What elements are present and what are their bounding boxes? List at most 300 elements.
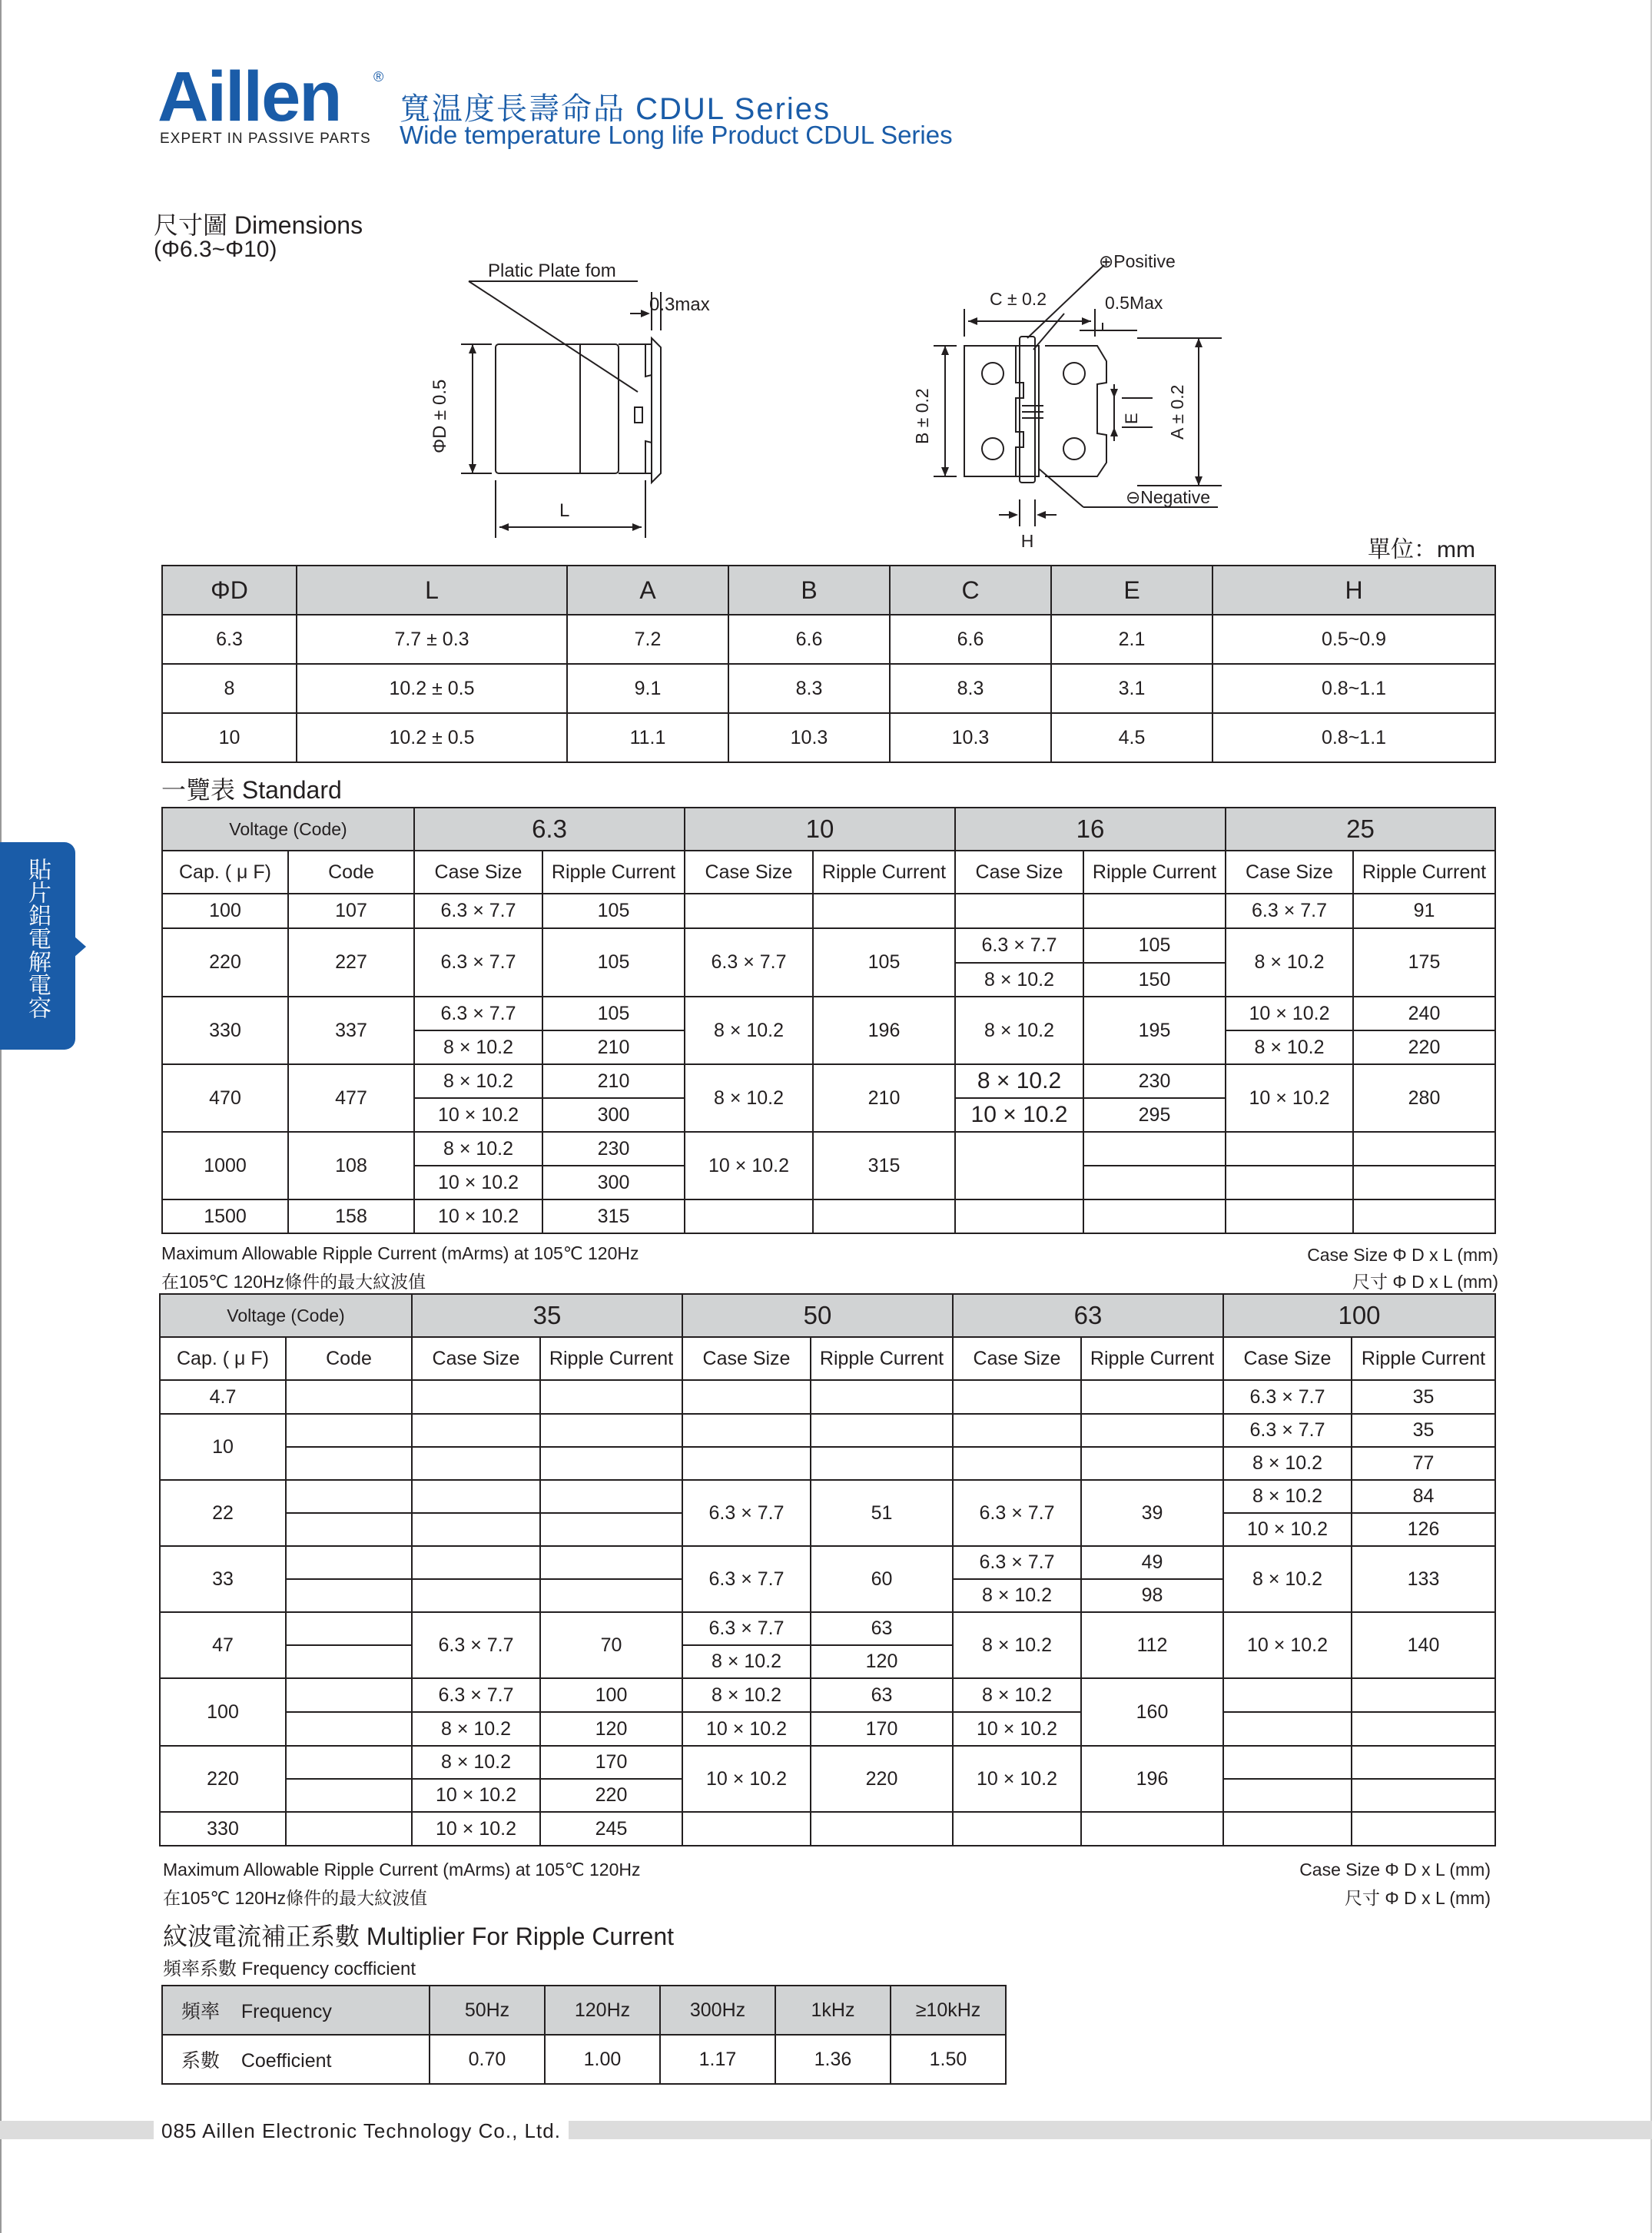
cell: 1000 bbox=[162, 1132, 288, 1199]
cell bbox=[1352, 1746, 1495, 1779]
cell bbox=[1352, 1678, 1495, 1712]
table-row bbox=[162, 713, 1495, 762]
cell: 105 bbox=[542, 928, 685, 997]
cell bbox=[1223, 1746, 1352, 1779]
cell: 6.3 × 7.7 bbox=[412, 1678, 540, 1712]
cell: 240 bbox=[1353, 997, 1495, 1030]
cell bbox=[1081, 1380, 1223, 1414]
table-row bbox=[160, 1546, 1495, 1579]
cell: 10 × 10.2 bbox=[1226, 1064, 1353, 1132]
cell: 330 bbox=[162, 997, 288, 1064]
cell: 9.1 bbox=[567, 664, 728, 713]
cell: 315 bbox=[542, 1199, 685, 1233]
cell: 0.8~1.1 bbox=[1212, 713, 1495, 762]
cell: 107 bbox=[288, 894, 414, 928]
cell: 2.1 bbox=[1051, 615, 1212, 664]
cell: 210 bbox=[542, 1064, 685, 1098]
cell bbox=[1081, 1812, 1223, 1846]
cell: 6.3 × 7.7 bbox=[1223, 1414, 1352, 1447]
voltage-label: Voltage (Code) bbox=[162, 808, 414, 851]
ripple-header: Ripple Current bbox=[542, 851, 685, 894]
cell: 230 bbox=[1083, 1064, 1226, 1098]
cell: 8 × 10.2 bbox=[414, 1132, 542, 1166]
cell bbox=[412, 1513, 540, 1546]
cell: 8 × 10.2 bbox=[1223, 1480, 1352, 1513]
cell bbox=[1353, 1199, 1495, 1233]
cell: 10 × 10.2 bbox=[955, 1098, 1083, 1132]
cell: 10.2 ± 0.5 bbox=[297, 713, 567, 762]
cell: 8 × 10.2 bbox=[1223, 1546, 1352, 1612]
cell bbox=[412, 1546, 540, 1579]
cell: 6.3 bbox=[162, 615, 297, 664]
voltage-row bbox=[160, 1294, 1495, 1337]
cell: 8.3 bbox=[728, 664, 890, 713]
cell: 315 bbox=[813, 1132, 955, 1199]
table-row bbox=[160, 1712, 1495, 1746]
cell bbox=[811, 1414, 953, 1447]
dim-header-phid: ΦD bbox=[162, 566, 297, 615]
cell bbox=[540, 1447, 682, 1480]
coefficient-row bbox=[162, 2035, 1006, 2084]
cell: 6.3 × 7.7 bbox=[953, 1546, 1081, 1579]
case-header: Case Size bbox=[1226, 851, 1353, 894]
phi-d-label: ΦD ± 0.5 bbox=[430, 379, 450, 453]
cell: 170 bbox=[540, 1746, 682, 1779]
cell: 1.36 bbox=[775, 2035, 891, 2084]
cell: 10 bbox=[160, 1414, 286, 1480]
table-row bbox=[160, 1612, 1495, 1645]
e-label: E bbox=[1122, 413, 1141, 424]
c-label: C ± 0.2 bbox=[990, 289, 1047, 309]
cell: 8.3 bbox=[890, 664, 1051, 713]
frequency-label-cn: 頻率 bbox=[181, 2001, 221, 2022]
cell: 3.1 bbox=[1051, 664, 1212, 713]
page-edge-left bbox=[0, 0, 2, 2233]
voltage-row bbox=[162, 808, 1495, 851]
frequency-label bbox=[162, 1986, 430, 2035]
cell: 196 bbox=[1081, 1746, 1223, 1812]
cell bbox=[412, 1447, 540, 1480]
table-row bbox=[162, 928, 1495, 963]
cell: 6.6 bbox=[728, 615, 890, 664]
table-row bbox=[160, 1480, 1495, 1513]
cell bbox=[955, 1132, 1083, 1199]
cell: 6.3 × 7.7 bbox=[414, 928, 542, 997]
cell: 8 × 10.2 bbox=[1226, 1030, 1353, 1064]
cell: 6.3 × 7.7 bbox=[414, 894, 542, 928]
cell bbox=[286, 1746, 412, 1779]
table-row bbox=[160, 1746, 1495, 1779]
cell bbox=[1083, 1166, 1226, 1199]
cell: 10.3 bbox=[728, 713, 890, 762]
cap-header: Cap. ( μ F) bbox=[160, 1337, 286, 1380]
voltage-63: 63 bbox=[953, 1294, 1223, 1337]
cell bbox=[1226, 1166, 1353, 1199]
b-label: B ± 0.2 bbox=[912, 388, 932, 444]
cell: 100 bbox=[540, 1678, 682, 1712]
side-tab-label: 貼片鋁電解電容 bbox=[25, 858, 50, 1019]
cell bbox=[286, 1712, 412, 1746]
table-row bbox=[160, 1380, 1495, 1414]
cell: 10 × 10.2 bbox=[682, 1746, 811, 1812]
cell bbox=[540, 1579, 682, 1612]
cell: 63 bbox=[811, 1612, 953, 1645]
page-title-cn: 寬温度長壽命品 CDUL Series bbox=[400, 92, 831, 126]
cell: 280 bbox=[1353, 1064, 1495, 1132]
cell: 160 bbox=[1081, 1678, 1223, 1746]
cell: 63 bbox=[811, 1678, 953, 1712]
cell: 100 bbox=[160, 1678, 286, 1746]
cell: 158 bbox=[288, 1199, 414, 1233]
cell: 220 bbox=[1353, 1030, 1495, 1064]
cell bbox=[682, 1414, 811, 1447]
dimension-drawing bbox=[415, 246, 1245, 553]
cell: 10.2 ± 0.5 bbox=[297, 664, 567, 713]
cell bbox=[540, 1513, 682, 1546]
cell: 10 × 10.2 bbox=[953, 1712, 1081, 1746]
cell: 220 bbox=[162, 928, 288, 997]
cell bbox=[1083, 1132, 1226, 1166]
dim-header-c: C bbox=[890, 566, 1051, 615]
dimensions-header-row bbox=[162, 566, 1495, 615]
cell: 7.2 bbox=[567, 615, 728, 664]
cell: 8 × 10.2 bbox=[955, 963, 1083, 997]
case-header: Case Size bbox=[414, 851, 542, 894]
cell: 220 bbox=[160, 1746, 286, 1812]
cell: 6.3 × 7.7 bbox=[414, 997, 542, 1030]
cell bbox=[1223, 1812, 1352, 1846]
cell: 230 bbox=[542, 1132, 685, 1166]
ripple-note-en: Maximum Allowable Ripple Current (mArms) at 105℃ 120Hz bbox=[163, 1860, 641, 1880]
column-header-row bbox=[160, 1337, 1495, 1380]
case-size-note-en: Case Size Φ D x L (mm) bbox=[1299, 1860, 1491, 1880]
max03-label: 0.3max bbox=[649, 294, 710, 315]
table-row bbox=[162, 894, 1495, 928]
cell: 8 × 10.2 bbox=[412, 1712, 540, 1746]
cell bbox=[682, 1447, 811, 1480]
cell: 49 bbox=[1081, 1546, 1223, 1579]
case-size-note-cn: 尺寸 Φ D x L (mm) bbox=[1345, 1888, 1491, 1908]
standard-title: 一覽表 Standard bbox=[161, 776, 342, 804]
cell: 35 bbox=[1352, 1380, 1495, 1414]
cell: 6.3 × 7.7 bbox=[685, 928, 813, 997]
cell: 300 bbox=[542, 1098, 685, 1132]
cell: 105 bbox=[542, 894, 685, 928]
cell: 10 × 10.2 bbox=[1223, 1612, 1352, 1678]
cell: 77 bbox=[1352, 1447, 1495, 1480]
cell bbox=[286, 1414, 412, 1447]
cell: 10 bbox=[162, 713, 297, 762]
dimensions-table bbox=[161, 565, 1496, 763]
case-header: Case Size bbox=[955, 851, 1083, 894]
voltage-10: 10 bbox=[685, 808, 955, 851]
cell: 300Hz bbox=[660, 1986, 775, 2035]
cap-header: Cap. ( μ F) bbox=[162, 851, 288, 894]
registered-mark: ® bbox=[373, 69, 384, 85]
cell: 477 bbox=[288, 1064, 414, 1132]
cell bbox=[412, 1579, 540, 1612]
voltage-label: Voltage (Code) bbox=[160, 1294, 412, 1337]
cell: 22 bbox=[160, 1480, 286, 1546]
table-row bbox=[162, 615, 1495, 664]
cell bbox=[955, 1199, 1083, 1233]
side-tab-arrow-icon bbox=[74, 936, 86, 957]
voltage-25: 25 bbox=[1226, 808, 1495, 851]
case-header: Case Size bbox=[685, 851, 813, 894]
max05-label: 0.5Max bbox=[1105, 293, 1163, 313]
cell: 6.6 bbox=[890, 615, 1051, 664]
cell: 140 bbox=[1352, 1612, 1495, 1678]
cell: 8 × 10.2 bbox=[1226, 928, 1353, 997]
cell: 1kHz bbox=[775, 1986, 891, 2035]
cell: 105 bbox=[813, 928, 955, 997]
brand-logo: Aillen bbox=[158, 58, 341, 136]
cell: 98 bbox=[1081, 1579, 1223, 1612]
cell: 10.3 bbox=[890, 713, 1051, 762]
cell: 470 bbox=[162, 1064, 288, 1132]
cell bbox=[412, 1380, 540, 1414]
cell: 8 × 10.2 bbox=[685, 997, 813, 1064]
cell: 295 bbox=[1083, 1098, 1226, 1132]
cell: 10 × 10.2 bbox=[685, 1132, 813, 1199]
cell bbox=[1083, 894, 1226, 928]
standard-table-1 bbox=[161, 807, 1496, 1234]
cell: 8 × 10.2 bbox=[682, 1645, 811, 1678]
cell: 6.3 × 7.7 bbox=[412, 1612, 540, 1678]
cell: 0.5~0.9 bbox=[1212, 615, 1495, 664]
negative-label: ⊖Negative bbox=[1126, 487, 1211, 507]
cell: 1.00 bbox=[545, 2035, 660, 2084]
multiplier-title: 紋波電流補正系數 Multiplier For Ripple Current bbox=[163, 1923, 675, 1950]
cell bbox=[811, 1812, 953, 1846]
cell: 150 bbox=[1083, 963, 1226, 997]
cell bbox=[682, 1380, 811, 1414]
code-header: Code bbox=[286, 1337, 412, 1380]
cell bbox=[286, 1380, 412, 1414]
cell: 60 bbox=[811, 1546, 953, 1612]
cell: 8 × 10.2 bbox=[1223, 1447, 1352, 1480]
page-title-en: Wide temperature Long life Product CDUL Series bbox=[400, 121, 953, 149]
case-size-note-en: Case Size Φ D x L (mm) bbox=[1307, 1245, 1498, 1265]
cell: 8 × 10.2 bbox=[682, 1678, 811, 1712]
cell bbox=[953, 1812, 1081, 1846]
dim-header-h: H bbox=[1212, 566, 1495, 615]
cell: 227 bbox=[288, 928, 414, 997]
ripple-note-cn: 在105℃ 120Hz條件的最大紋波值 bbox=[163, 1888, 428, 1908]
table-row bbox=[160, 1414, 1495, 1447]
table-row bbox=[162, 1199, 1495, 1233]
brand-tagline: EXPERT IN PASSIVE PARTS bbox=[160, 131, 371, 147]
cell: 7.7 ± 0.3 bbox=[297, 615, 567, 664]
ripple-header: Ripple Current bbox=[1081, 1337, 1223, 1380]
cell bbox=[286, 1812, 412, 1846]
cell: 10 × 10.2 bbox=[412, 1779, 540, 1812]
table-row bbox=[160, 1447, 1495, 1480]
cell bbox=[286, 1546, 412, 1579]
cell bbox=[286, 1480, 412, 1513]
cell bbox=[1353, 1166, 1495, 1199]
voltage-35: 35 bbox=[412, 1294, 682, 1337]
cell bbox=[540, 1480, 682, 1513]
cell: 8 × 10.2 bbox=[953, 1612, 1081, 1678]
ripple-header: Ripple Current bbox=[540, 1337, 682, 1380]
cell: ≥10kHz bbox=[891, 1986, 1006, 2035]
multiplier-subtitle: 頻率系數 Frequency cocfficient bbox=[163, 1959, 416, 1979]
case-size-note-cn: 尺寸 Φ D x L (mm) bbox=[1352, 1272, 1498, 1292]
cell: 8 × 10.2 bbox=[412, 1746, 540, 1779]
coefficient-label-cn: 系數 bbox=[181, 2050, 221, 2072]
code-header: Code bbox=[288, 851, 414, 894]
cell bbox=[286, 1612, 412, 1645]
cell: 133 bbox=[1352, 1546, 1495, 1612]
cell: 6.3 × 7.7 bbox=[953, 1480, 1081, 1546]
coefficient-label-en: Coefficient bbox=[241, 2050, 332, 2072]
cell: 10 × 10.2 bbox=[414, 1199, 542, 1233]
cell bbox=[286, 1447, 412, 1480]
cell: 220 bbox=[811, 1746, 953, 1812]
cell bbox=[953, 1380, 1081, 1414]
cell: 10 × 10.2 bbox=[953, 1746, 1081, 1812]
unit-label: 單位：mm bbox=[1368, 537, 1475, 562]
voltage-6-3: 6.3 bbox=[414, 808, 685, 851]
cell: 120Hz bbox=[545, 1986, 660, 2035]
dim-header-l: L bbox=[297, 566, 567, 615]
cell: 8 × 10.2 bbox=[953, 1579, 1081, 1612]
ripple-header: Ripple Current bbox=[813, 851, 955, 894]
cell: 108 bbox=[288, 1132, 414, 1199]
h-label: H bbox=[1020, 531, 1034, 551]
cell bbox=[286, 1779, 412, 1812]
cell: 120 bbox=[811, 1645, 953, 1678]
cell: 195 bbox=[1083, 997, 1226, 1064]
cell bbox=[286, 1645, 412, 1678]
cell: 1500 bbox=[162, 1199, 288, 1233]
cell bbox=[1083, 1199, 1226, 1233]
cell bbox=[540, 1380, 682, 1414]
cell: 175 bbox=[1353, 928, 1495, 997]
plate-label: Platic Plate fom bbox=[488, 260, 616, 281]
cell: 6.3 × 7.7 bbox=[682, 1546, 811, 1612]
cell: 210 bbox=[813, 1064, 955, 1132]
cell bbox=[813, 1199, 955, 1233]
ripple-header: Ripple Current bbox=[1353, 851, 1495, 894]
cell: 105 bbox=[542, 997, 685, 1030]
cell bbox=[412, 1480, 540, 1513]
cell: 100 bbox=[162, 894, 288, 928]
footer-text: 085 Aillen Electronic Technology Co., Ltd. bbox=[154, 2115, 569, 2148]
cell: 220 bbox=[540, 1779, 682, 1812]
table-row bbox=[162, 1064, 1495, 1098]
ripple-header: Ripple Current bbox=[1083, 851, 1226, 894]
cell: 126 bbox=[1352, 1513, 1495, 1546]
cell: 112 bbox=[1081, 1612, 1223, 1678]
cell: 84 bbox=[1352, 1480, 1495, 1513]
l-label: L bbox=[559, 500, 570, 521]
cell: 35 bbox=[1352, 1414, 1495, 1447]
cell bbox=[685, 894, 813, 928]
cell bbox=[1223, 1712, 1352, 1746]
cell bbox=[682, 1812, 811, 1846]
cell: 91 bbox=[1353, 894, 1495, 928]
cell bbox=[286, 1513, 412, 1546]
cell bbox=[1223, 1678, 1352, 1712]
cell bbox=[286, 1579, 412, 1612]
coefficient-label bbox=[162, 2035, 430, 2084]
cell: 10 × 10.2 bbox=[1226, 997, 1353, 1030]
frequency-label-en: Frequency bbox=[241, 2001, 332, 2022]
column-header-row bbox=[162, 851, 1495, 894]
cell: 39 bbox=[1081, 1480, 1223, 1546]
cell bbox=[1352, 1779, 1495, 1812]
cell bbox=[813, 894, 955, 928]
voltage-50: 50 bbox=[682, 1294, 953, 1337]
cell: 10 × 10.2 bbox=[1223, 1513, 1352, 1546]
table-row bbox=[162, 664, 1495, 713]
cell: 1.50 bbox=[891, 2035, 1006, 2084]
cell bbox=[953, 1447, 1081, 1480]
cell: 6.3 × 7.7 bbox=[682, 1480, 811, 1546]
a-label: A ± 0.2 bbox=[1167, 384, 1187, 440]
cell: 1.17 bbox=[660, 2035, 775, 2084]
cell bbox=[286, 1678, 412, 1712]
cell: 0.70 bbox=[430, 2035, 545, 2084]
ripple-header: Ripple Current bbox=[1352, 1337, 1495, 1380]
table-row bbox=[160, 1812, 1495, 1846]
case-header: Case Size bbox=[1223, 1337, 1352, 1380]
cell bbox=[540, 1546, 682, 1579]
table-row bbox=[160, 1678, 1495, 1712]
cell: 300 bbox=[542, 1166, 685, 1199]
cell bbox=[1353, 1132, 1495, 1166]
voltage-16: 16 bbox=[955, 808, 1226, 851]
cell: 51 bbox=[811, 1480, 953, 1546]
cell bbox=[412, 1414, 540, 1447]
frequency-row bbox=[162, 1986, 1006, 2035]
cell: 0.8~1.1 bbox=[1212, 664, 1495, 713]
cell: 210 bbox=[542, 1030, 685, 1064]
cell: 10 × 10.2 bbox=[414, 1098, 542, 1132]
standard-table-2 bbox=[159, 1293, 1496, 1846]
cell: 6.3 × 7.7 bbox=[955, 928, 1083, 963]
cell bbox=[1352, 1812, 1495, 1846]
cell: 337 bbox=[288, 997, 414, 1064]
cell bbox=[1223, 1779, 1352, 1812]
cell: 8 × 10.2 bbox=[685, 1064, 813, 1132]
cell: 330 bbox=[160, 1812, 286, 1846]
cell bbox=[540, 1414, 682, 1447]
cell: 6.3 × 7.7 bbox=[1226, 894, 1353, 928]
cell: 10 × 10.2 bbox=[412, 1812, 540, 1846]
side-view-drawing bbox=[461, 281, 661, 538]
dim-header-e: E bbox=[1051, 566, 1212, 615]
cell: 6.3 × 7.7 bbox=[682, 1612, 811, 1645]
cell bbox=[1226, 1199, 1353, 1233]
cell: 120 bbox=[540, 1712, 682, 1746]
cell: 8 × 10.2 bbox=[955, 997, 1083, 1064]
cell: 10 × 10.2 bbox=[414, 1166, 542, 1199]
positive-label: ⊕Positive bbox=[1099, 251, 1176, 271]
cell bbox=[1352, 1712, 1495, 1746]
cell: 245 bbox=[540, 1812, 682, 1846]
cell bbox=[953, 1414, 1081, 1447]
case-header: Case Size bbox=[953, 1337, 1081, 1380]
cell: 4.5 bbox=[1051, 713, 1212, 762]
cell: 170 bbox=[811, 1712, 953, 1746]
cell: 8 bbox=[162, 664, 297, 713]
ripple-note-en: Maximum Allowable Ripple Current (mArms) at 105℃ 120Hz bbox=[161, 1243, 639, 1263]
cell: 6.3 × 7.7 bbox=[1223, 1380, 1352, 1414]
cell bbox=[1081, 1414, 1223, 1447]
